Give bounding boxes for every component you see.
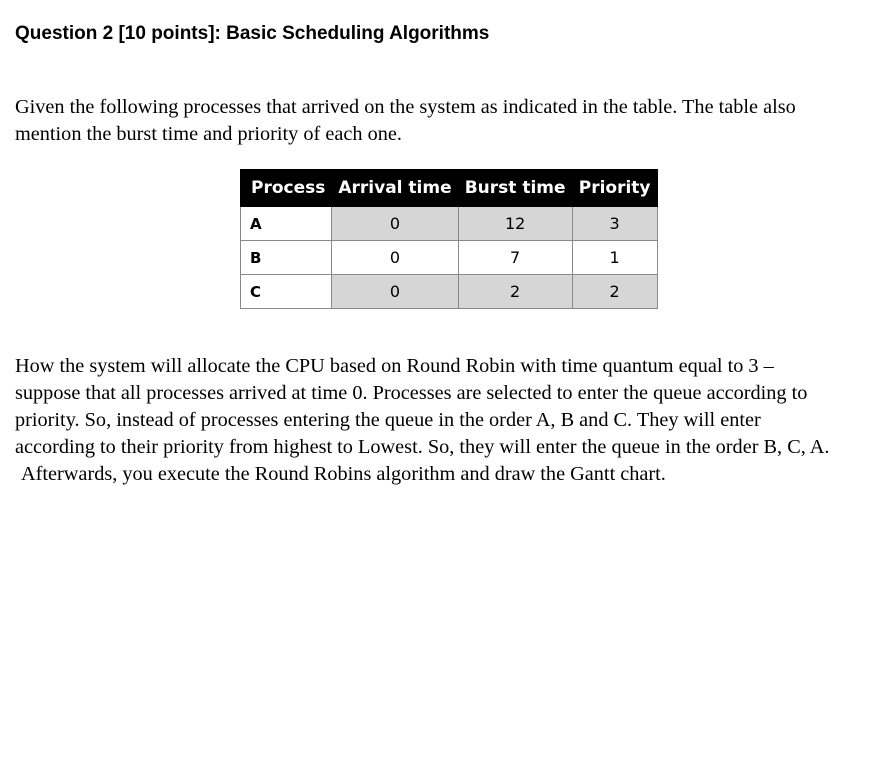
cell-priority: 3 bbox=[572, 207, 657, 241]
header-arrival-time: Arrival time bbox=[332, 170, 458, 207]
header-priority: Priority bbox=[572, 170, 657, 207]
cell-process: A bbox=[241, 207, 332, 241]
cell-process: B bbox=[241, 241, 332, 275]
header-burst-time: Burst time bbox=[458, 170, 572, 207]
header-process: Process bbox=[241, 170, 332, 207]
intro-line: mention the burst time and priority of each one. bbox=[15, 123, 402, 145]
question-heading: Question 2 [10 points]: Basic Scheduling Algorithms bbox=[15, 23, 490, 44]
question-line: Afterwards, you execute the Round Robins algorithm and draw the Gantt chart. bbox=[21, 463, 666, 485]
cell-process: C bbox=[241, 275, 332, 309]
table-row bbox=[241, 207, 658, 241]
table-row bbox=[241, 275, 658, 309]
intro-paragraph bbox=[15, 94, 796, 148]
table-header-row bbox=[241, 170, 658, 207]
process-table bbox=[240, 169, 658, 309]
cell-burst: 7 bbox=[458, 241, 572, 275]
cell-arrival: 0 bbox=[332, 207, 458, 241]
cell-arrival: 0 bbox=[332, 241, 458, 275]
question-line: suppose that all processes arrived at time 0. Processes are selected to enter the queue according to bbox=[15, 382, 808, 404]
question-line: How the system will allocate the CPU based on Round Robin with time quantum equal to 3 – bbox=[15, 355, 774, 377]
intro-line: Given the following processes that arrived on the system as indicated in the table. The table also bbox=[15, 96, 796, 118]
cell-priority: 2 bbox=[572, 275, 657, 309]
cell-burst: 2 bbox=[458, 275, 572, 309]
question-paragraph bbox=[15, 353, 829, 488]
cell-burst: 12 bbox=[458, 207, 572, 241]
cell-arrival: 0 bbox=[332, 275, 458, 309]
table-row bbox=[241, 241, 658, 275]
question-line: according to their priority from highest to Lowest. So, they will enter the queue in the order B, C, A. bbox=[15, 436, 830, 458]
question-line: priority. So, instead of processes entering the queue in the order A, B and C. They will enter bbox=[15, 409, 761, 431]
cell-priority: 1 bbox=[572, 241, 657, 275]
